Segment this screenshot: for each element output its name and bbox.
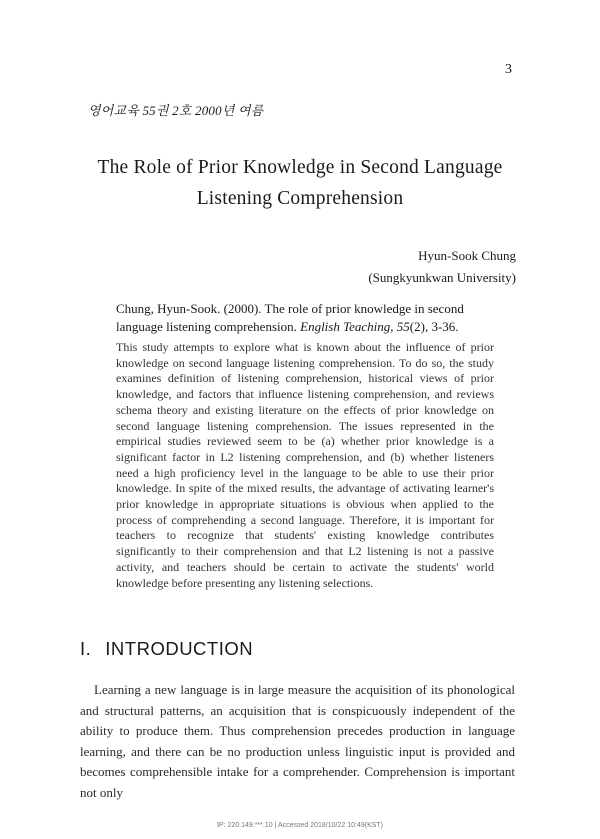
journal-header: 영어교육 55권 2호 2000년 여름 [88, 103, 264, 118]
section-title: INTRODUCTION [105, 638, 254, 659]
citation-suffix: (2), 3-36. [409, 319, 459, 334]
author-name: Hyun-Sook Chung [418, 248, 516, 263]
citation [116, 300, 494, 336]
page-number: 3 [505, 62, 512, 77]
section-heading [80, 638, 253, 660]
abstract: This study attempts to explore what is known about the influence of prior knowledge on second language listening comprehension. To do so, the study examines definition of listening comprehension, historical views of prior knowledge, and factors that influence listening comprehension, and reviews schema theory and existing literature on the effects of prior knowledge on second language listening comprehension. The issues represented in the empirical studies reviewed seem to be (a) whether prior knowledge is a significant factor in L2 listening comprehension, and (b) whether listeners need a high proficiency level in the language to be able to use their prior knowledge. In spite of the mixed results, the advantage of activating learner's prior knowledge in appropriate situations is obvious when applied to the process of comprehending a second language. Therefore, it is important for teachers to recognize that students' existing knowledge contributes significantly to their comprehension and that L2 listening is not a passive activity, and teachers should be certain to activate the students' world knowledge before presenting any listening selections. [116, 340, 494, 590]
paper-title: The Role of Prior Knowledge in Second Language Listening Comprehension [97, 157, 503, 209]
section-number: I. [80, 638, 92, 659]
citation-prefix: Chung, Hyun-Sook. (2000). The role of prior knowledge in second language listening comprehension. [116, 301, 464, 334]
access-footer: IP: 220.149.***.10 | Accessed 2018/10/22 10:49(KST) [216, 822, 384, 829]
citation-journal: English Teaching, 55 [300, 319, 410, 334]
author-affiliation: (Sungkyunkwan University) [368, 270, 516, 285]
body-paragraph: Learning a new language is in large measure the acquisition of its phonological and structural patterns, an acquisition that is conspicuously independent of the ability to produce them. Thus comprehension precedes production in language learning, and there can be no production unless linguistic input is provided and becomes comprehensible intake for a comprehender. Comprehension is important not only [80, 682, 515, 800]
author-block [368, 245, 516, 289]
